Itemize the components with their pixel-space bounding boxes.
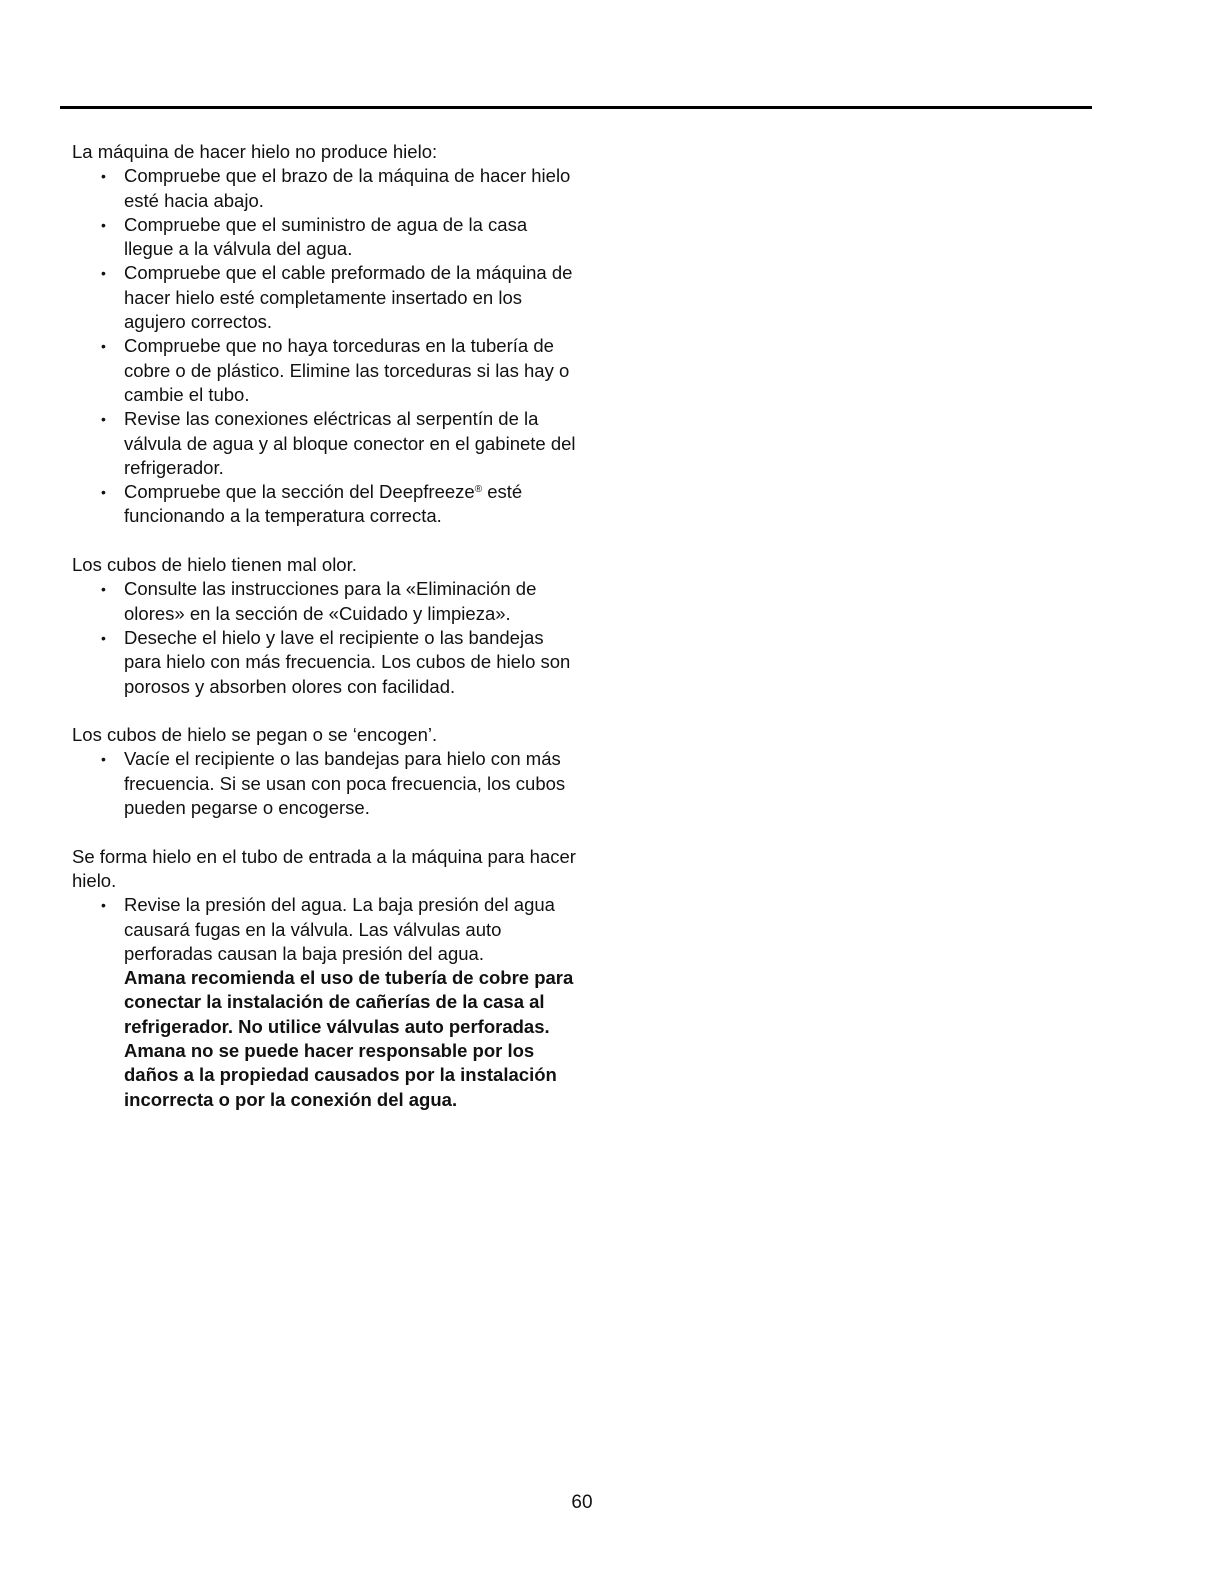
list-item-text-after: esté funcionando a la temperatura correcta. bbox=[124, 481, 523, 527]
bullet-icon: • bbox=[101, 338, 106, 355]
list-item bbox=[72, 407, 577, 480]
bullet-icon: • bbox=[101, 168, 106, 185]
bullet-icon: • bbox=[101, 484, 106, 501]
bullet-list bbox=[72, 893, 577, 1112]
top-horizontal-rule bbox=[60, 106, 1092, 109]
list-item-text: Compruebe que el cable preformado de la máquina de hacer hielo esté completamente insertado en los agujero correctos. bbox=[124, 262, 573, 333]
list-item-text: Deseche el hielo y lave el recipiente o las bandejas para hielo con más frecuencia. Los cubos de hielo son porosos y absorben olores con facilidad. bbox=[124, 626, 571, 697]
bullet-icon: • bbox=[101, 629, 106, 646]
page-number: 60 bbox=[571, 1492, 593, 1513]
list-item bbox=[72, 213, 577, 262]
list-item bbox=[72, 626, 577, 699]
bullet-list bbox=[72, 164, 577, 528]
list-item-text: Compruebe que el suministro de agua de la casa llegue a la válvula del agua. bbox=[124, 213, 528, 260]
list-item bbox=[72, 164, 577, 213]
bullet-icon: • bbox=[101, 581, 106, 598]
section-ice-in-inlet-tube bbox=[72, 845, 577, 1112]
list-item bbox=[72, 893, 577, 1112]
list-item-text: Compruebe que no haya torceduras en la tubería de cobre o de plástico. Elimine las torceduras si las hay o cambie el tubo. bbox=[124, 335, 570, 405]
section-ice-sticking bbox=[72, 723, 577, 820]
bullet-list bbox=[72, 577, 577, 698]
list-item bbox=[72, 334, 577, 407]
list-item-text: Revise la presión del agua. La baja presión del agua causará fugas en la válvula. Las válvulas auto perforadas causan la baja presión del agua. bbox=[124, 894, 555, 964]
section-heading: Se forma hielo en el tubo de entrada a la máquina para hacer hielo. bbox=[72, 845, 576, 891]
list-item bbox=[72, 747, 577, 820]
list-item bbox=[72, 261, 577, 334]
list-item-text: Vacíe el recipiente o las bandejas para hielo con más frecuencia. Si se usan con poca frecuencia, los cubos pueden pegarse o encogerse. bbox=[124, 748, 566, 819]
list-item bbox=[72, 577, 577, 626]
bullet-icon: • bbox=[101, 411, 106, 428]
list-item-text: Revise las conexiones eléctricas al serpentín de la válvula de agua y al bloque conector en el gabinete del refrigerador. bbox=[124, 408, 576, 478]
bullet-icon: • bbox=[101, 751, 106, 768]
list-item-text: Consulte las instrucciones para la «Eliminación de olores» en la sección de «Cuidado y limpieza». bbox=[124, 578, 537, 624]
section-heading: La máquina de hacer hielo no produce hielo: bbox=[72, 141, 438, 162]
list-item-deepfreeze bbox=[72, 480, 577, 529]
registered-mark: ® bbox=[474, 484, 483, 496]
warning-note: Amana recomienda el uso de tubería de cobre para conectar la instalación de cañerías de la casa al refrigerador. No utilice válvulas auto perforadas. Amana no se puede hacer responsable por los daños a la propiedad causados por la instalación incorrecta o por la conexión del agua. bbox=[124, 967, 574, 1110]
bullet-icon: • bbox=[101, 216, 106, 233]
section-ice-bad-odor bbox=[72, 553, 577, 699]
troubleshooting-content bbox=[72, 140, 577, 1136]
list-item-text: Compruebe que el brazo de la máquina de hacer hielo esté hacia abajo. bbox=[124, 165, 571, 211]
section-ice-maker-not-producing bbox=[72, 140, 577, 529]
bullet-icon: • bbox=[101, 897, 106, 914]
section-heading: Los cubos de hielo se pegan o se ‘encogen’. bbox=[72, 724, 438, 746]
list-item-text-before: Compruebe que la sección del Deepfreeze bbox=[124, 481, 475, 503]
section-heading: Los cubos de hielo tienen mal olor. bbox=[72, 554, 357, 576]
bullet-list bbox=[72, 747, 577, 820]
bullet-icon: • bbox=[101, 265, 106, 282]
